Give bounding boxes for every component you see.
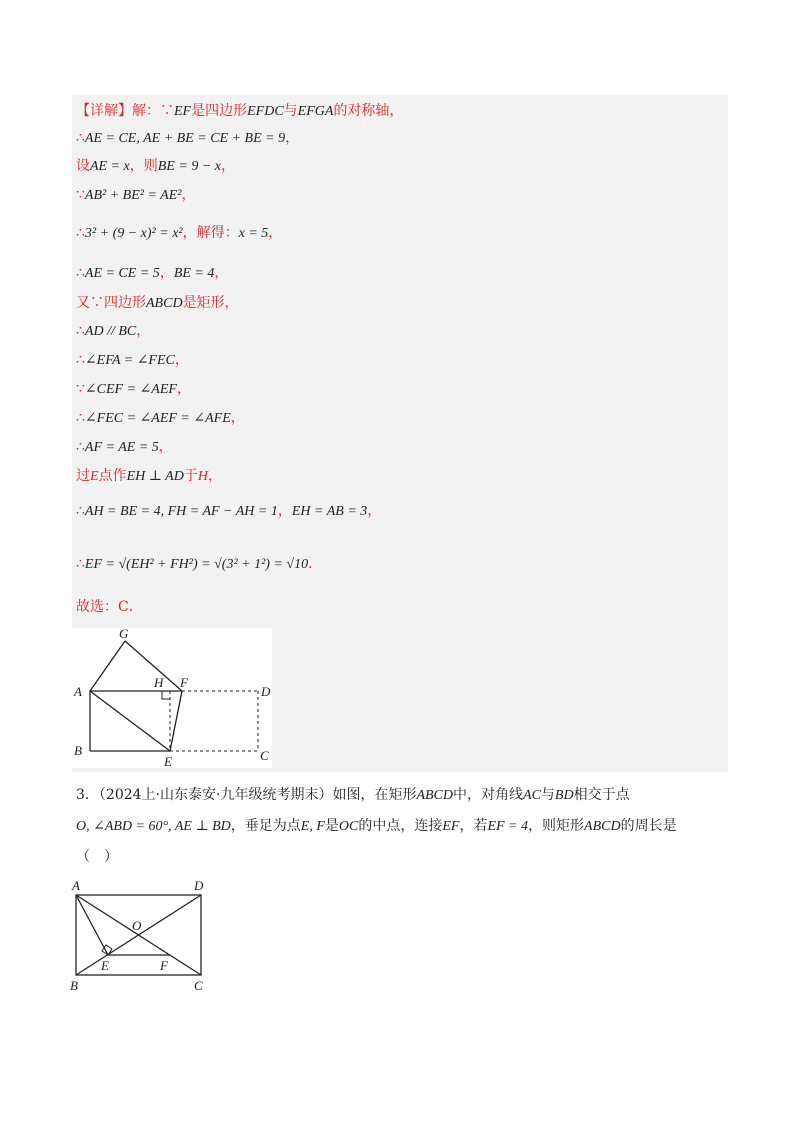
text: 过: [76, 468, 90, 484]
text: ，: [230, 410, 245, 426]
label-E: E: [101, 958, 109, 973]
math: EH ⊥ AD: [126, 469, 184, 484]
text: ，: [220, 158, 235, 174]
math: EF: [442, 819, 460, 834]
math: E, F: [300, 819, 325, 834]
therefore-symbol: ∴: [76, 503, 85, 519]
solution-line-16: [76, 596, 143, 616]
therefore-symbol: ∴: [76, 225, 85, 241]
question-3-answer-blank: [76, 846, 118, 866]
text: 是矩形，: [182, 295, 239, 311]
therefore-symbol: ∴: [76, 265, 85, 281]
text: 点作: [98, 468, 127, 484]
text: ，: [268, 225, 283, 241]
figure-2-diagram: [68, 878, 218, 996]
text: 与: [283, 103, 298, 119]
because-symbol: ∵: [76, 187, 85, 203]
solution-line-1: [76, 100, 403, 120]
therefore-symbol: ∴: [76, 556, 85, 572]
text: ，: [158, 439, 173, 455]
text: 中，对角线: [453, 787, 524, 803]
math: ∠EFA = ∠FEC: [84, 353, 175, 368]
math: E: [90, 469, 99, 484]
math: AD // BC: [84, 324, 137, 339]
text: 如图，在矩形: [332, 787, 417, 803]
text: ，垂足为点: [230, 818, 301, 834]
math: EFDC: [247, 104, 284, 119]
text: ，: [176, 381, 191, 397]
math: OC: [338, 819, 359, 834]
label-G: G: [119, 628, 129, 641]
text: ，: [214, 265, 229, 281]
label-O: O: [132, 918, 142, 933]
label-D: D: [194, 878, 204, 893]
solution-line-8: [76, 320, 150, 340]
math: AE = CE = 5: [84, 266, 160, 281]
solution-line-13: [76, 465, 222, 485]
figure-1-diagram: [72, 628, 272, 768]
text: ，: [174, 352, 189, 368]
text: 是: [324, 818, 339, 834]
text: ，: [285, 130, 300, 146]
therefore-symbol: ∴: [76, 130, 85, 146]
detail-heading: 【详解】解：∵: [76, 103, 174, 119]
math: AH = BE = 4, FH = AF − AH = 1: [84, 504, 278, 519]
math: EF = 4: [487, 819, 529, 834]
math: EFGA: [297, 104, 334, 119]
solution-line-5: [76, 222, 282, 242]
math: ABCD: [146, 296, 183, 311]
solution-line-11: [76, 407, 245, 427]
solution-line-3: [76, 155, 235, 175]
math: AE = CE, AE + BE = CE + BE = 9: [84, 131, 286, 146]
text: ，: [277, 503, 292, 519]
question-3-line-2: [76, 815, 677, 835]
figure-1-background: [72, 628, 272, 768]
solution-line-7: [76, 292, 239, 312]
text: 于: [183, 468, 198, 484]
text: ，: [159, 265, 174, 281]
text: 的对称轴，: [333, 103, 404, 119]
text: 的周长是: [620, 818, 677, 834]
therefore-symbol: ∴: [76, 439, 85, 455]
text: ，: [207, 468, 222, 484]
text: ．: [308, 556, 323, 572]
label-F: F: [160, 958, 168, 973]
math: ABCD: [416, 788, 454, 803]
text: 的中点，连接: [358, 818, 443, 834]
math: AF = AE = 5: [84, 440, 159, 455]
question-source: （2024上·山东泰安·九年级统考期末）: [98, 787, 333, 803]
math: BE = 9 − x: [157, 159, 221, 174]
text: ，: [367, 503, 382, 519]
question-number: 3．: [76, 787, 99, 803]
label-B: B: [74, 743, 82, 758]
text: ，: [136, 323, 151, 339]
label-E: E: [164, 754, 172, 768]
math: BE = 4: [173, 266, 215, 281]
label-D: D: [261, 684, 271, 699]
solution-line-12: [76, 436, 173, 456]
text: ，: [181, 187, 196, 203]
text: 是四边形: [191, 103, 248, 119]
therefore-symbol: ∴: [76, 410, 85, 426]
math: O, ∠ABD = 60°, AE ⊥ BD: [76, 819, 231, 834]
solution-line-2: [76, 127, 299, 147]
solution-line-9: [76, 349, 189, 369]
answer-text: 故选：C．: [76, 599, 143, 615]
label-F: F: [180, 675, 188, 690]
text: 与: [540, 787, 555, 803]
math: x = 5: [238, 226, 269, 241]
math: EH = AB = 3: [291, 504, 368, 519]
label-H: H: [154, 675, 164, 690]
math: EF: [174, 104, 192, 119]
math: AB² + BE² = AE²: [84, 188, 182, 203]
because-symbol: ∵: [76, 381, 85, 397]
question-3-line-1: [76, 784, 630, 804]
math: EF = √(EH² + FH²) = √(3² + 1²) = √10: [84, 557, 309, 572]
math: AC: [523, 788, 541, 803]
text: 又∵四边形: [76, 295, 146, 311]
solution-line-6: [76, 262, 228, 282]
text: ，若: [459, 818, 488, 834]
math: AE = x: [90, 159, 130, 174]
segment-AE: [76, 895, 108, 955]
solution-line-15: [76, 553, 322, 573]
label-A: A: [72, 878, 80, 893]
text: ，解得：: [182, 225, 239, 241]
label-A: A: [74, 684, 82, 699]
solution-line-4: [76, 184, 195, 204]
math: H: [197, 469, 208, 484]
math: BD: [554, 788, 574, 803]
text: ，则矩形: [528, 818, 585, 834]
text: 设: [76, 158, 90, 174]
math: ∠CEF = ∠AEF: [84, 382, 177, 397]
solution-line-10: [76, 378, 191, 398]
solution-line-14: [76, 500, 381, 520]
therefore-symbol: ∴: [76, 352, 85, 368]
math: 3² + (9 − x)² = x²: [84, 226, 183, 241]
label-B: B: [70, 978, 78, 993]
math: ABCD: [584, 819, 621, 834]
label-C: C: [194, 978, 203, 993]
answer-blank: （ ）: [76, 849, 118, 865]
therefore-symbol: ∴: [76, 323, 85, 339]
label-C: C: [260, 748, 269, 763]
math: ∠FEC = ∠AEF = ∠AFE: [84, 411, 231, 426]
text: 相交于点: [573, 787, 630, 803]
text: ，则: [129, 158, 158, 174]
